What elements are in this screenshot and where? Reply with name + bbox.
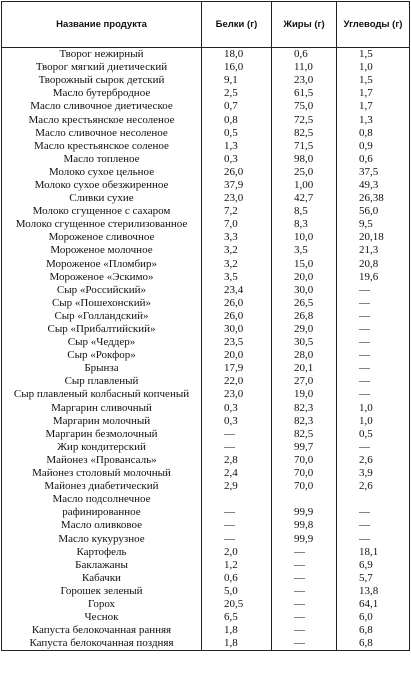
protein-cell: 7,2 [202, 205, 272, 218]
protein-cell: 26,0 [202, 166, 272, 179]
protein-cell: 3,2 [202, 244, 272, 257]
carbs-cell: 0,5 [337, 428, 410, 441]
product-name-cell: Молоко сгущенное стерилизованное [2, 218, 202, 231]
carbs-cell: — [337, 388, 410, 401]
fat-cell: 71,5 [272, 140, 337, 153]
fat-cell: 3,5 [272, 244, 337, 257]
fat-cell: — [272, 546, 337, 559]
table-row [2, 519, 410, 532]
fat-cell: 70,0 [272, 454, 337, 467]
protein-cell: 37,9 [202, 179, 272, 192]
protein-cell: 2,4 [202, 467, 272, 480]
table-row [2, 297, 410, 310]
fat-cell: 19,0 [272, 388, 337, 401]
product-name-cell: рафинированное [2, 506, 202, 519]
fat-cell: 26,5 [272, 297, 337, 310]
protein-cell: 0,3 [202, 402, 272, 415]
table-row [2, 572, 410, 585]
product-name-cell: Творог мягкий диетический [2, 61, 202, 74]
table-row [2, 74, 410, 87]
table-row [2, 493, 410, 506]
fat-cell: 28,0 [272, 349, 337, 362]
carbs-cell: 0,6 [337, 153, 410, 166]
fat-cell: 30,5 [272, 336, 337, 349]
carbs-cell: — [337, 336, 410, 349]
fat-cell: 1,00 [272, 179, 337, 192]
protein-cell: 20,5 [202, 598, 272, 611]
carbs-cell: — [337, 349, 410, 362]
table-header [2, 2, 410, 48]
protein-cell: 7,0 [202, 218, 272, 231]
fat-cell: 75,0 [272, 100, 337, 113]
carbs-cell: 0,9 [337, 140, 410, 153]
carbs-cell: — [337, 532, 410, 545]
fat-cell: 29,0 [272, 323, 337, 336]
fat-cell: 72,5 [272, 113, 337, 126]
protein-cell: 0,3 [202, 153, 272, 166]
protein-cell: — [202, 532, 272, 545]
fat-cell: 8,3 [272, 218, 337, 231]
table-row [2, 506, 410, 519]
header-fat: Жиры (г) [272, 2, 337, 48]
product-name-cell: Маргарин сливочный [2, 402, 202, 415]
fat-cell: 26,8 [272, 310, 337, 323]
fat-cell: 42,7 [272, 192, 337, 205]
protein-cell: 0,7 [202, 100, 272, 113]
protein-cell: 3,3 [202, 231, 272, 244]
carbs-cell: — [337, 323, 410, 336]
fat-cell: — [272, 637, 337, 651]
carbs-cell: 2,6 [337, 480, 410, 493]
carbs-cell: 20,8 [337, 258, 410, 271]
product-name-cell: Брынза [2, 362, 202, 375]
protein-cell: 17,9 [202, 362, 272, 375]
carbs-cell: 13,8 [337, 585, 410, 598]
carbs-cell: — [337, 297, 410, 310]
fat-cell: — [272, 611, 337, 624]
product-name-cell: Картофель [2, 546, 202, 559]
protein-cell: 0,8 [202, 113, 272, 126]
table-row [2, 637, 410, 651]
product-name-cell: Молоко сухое цельное [2, 166, 202, 179]
carbs-cell: 1,0 [337, 402, 410, 415]
protein-cell [202, 493, 272, 506]
carbs-cell: — [337, 506, 410, 519]
table-row [2, 310, 410, 323]
table-row [2, 284, 410, 297]
product-name-cell: Масло оливковое [2, 519, 202, 532]
product-name-cell: Масло крестьянское несоленое [2, 113, 202, 126]
table-row [2, 48, 410, 62]
protein-cell: 2,0 [202, 546, 272, 559]
product-name-cell: Творог нежирный [2, 48, 202, 62]
fat-cell: 99,8 [272, 519, 337, 532]
table-row [2, 467, 410, 480]
table-row [2, 192, 410, 205]
protein-cell: 0,3 [202, 415, 272, 428]
carbs-cell: 37,5 [337, 166, 410, 179]
table-row [2, 166, 410, 179]
fat-cell: 82,5 [272, 428, 337, 441]
fat-cell: — [272, 585, 337, 598]
table-row [2, 454, 410, 467]
table-row [2, 244, 410, 257]
carbs-cell: 3,9 [337, 467, 410, 480]
carbs-cell: 18,1 [337, 546, 410, 559]
table-row [2, 624, 410, 637]
fat-cell: 11,0 [272, 61, 337, 74]
protein-cell: 20,0 [202, 349, 272, 362]
table-row [2, 61, 410, 74]
product-name-cell: Маргарин безмолочный [2, 428, 202, 441]
carbs-cell: — [337, 284, 410, 297]
fat-cell: 0,6 [272, 48, 337, 62]
table-row [2, 559, 410, 572]
product-name-cell: Мороженое молочное [2, 244, 202, 257]
table-row [2, 598, 410, 611]
protein-cell: 16,0 [202, 61, 272, 74]
fat-cell: 20,1 [272, 362, 337, 375]
table-row [2, 205, 410, 218]
product-name-cell: Сыр «Российский» [2, 284, 202, 297]
table-row [2, 546, 410, 559]
fat-cell: 99,9 [272, 532, 337, 545]
carbs-cell: 0,8 [337, 127, 410, 140]
table-row [2, 100, 410, 113]
protein-cell: 30,0 [202, 323, 272, 336]
fat-cell: — [272, 559, 337, 572]
fat-cell: 25,0 [272, 166, 337, 179]
product-name-cell: Сыр «Прибалтийский» [2, 323, 202, 336]
table-row [2, 415, 410, 428]
nutrition-table-page [1, 1, 409, 688]
protein-cell: 23,0 [202, 388, 272, 401]
fat-cell: 99,7 [272, 441, 337, 454]
product-name-cell: Масло сливочное диетическое [2, 100, 202, 113]
table-row [2, 362, 410, 375]
fat-cell: 20,0 [272, 271, 337, 284]
carbs-cell: 1,0 [337, 61, 410, 74]
table-row [2, 140, 410, 153]
product-name-cell: Баклажаны [2, 559, 202, 572]
fat-cell: 82,3 [272, 415, 337, 428]
carbs-cell: 19,6 [337, 271, 410, 284]
protein-cell: 9,1 [202, 74, 272, 87]
carbs-cell: 1,7 [337, 100, 410, 113]
product-name-cell: Масло крестьянское соленое [2, 140, 202, 153]
product-name-cell: Масло бутербродное [2, 87, 202, 100]
carbs-cell: 9,5 [337, 218, 410, 231]
fat-cell: 70,0 [272, 480, 337, 493]
protein-cell: — [202, 441, 272, 454]
header-protein: Белки (г) [202, 2, 272, 48]
header-row [2, 2, 410, 48]
product-name-cell: Чеснок [2, 611, 202, 624]
fat-cell: 15,0 [272, 258, 337, 271]
protein-cell: 1,8 [202, 637, 272, 651]
protein-cell: 2,9 [202, 480, 272, 493]
table-row [2, 585, 410, 598]
protein-cell: 6,5 [202, 611, 272, 624]
product-name-cell: Масло сливочное несоленое [2, 127, 202, 140]
carbs-cell: 1,7 [337, 87, 410, 100]
protein-cell: 5,0 [202, 585, 272, 598]
product-name-cell: Масло топленое [2, 153, 202, 166]
carbs-cell: — [337, 441, 410, 454]
table-row [2, 375, 410, 388]
protein-cell: 26,0 [202, 310, 272, 323]
protein-cell: 18,0 [202, 48, 272, 62]
product-name-cell: Майонез столовый молочный [2, 467, 202, 480]
protein-cell: 1,2 [202, 559, 272, 572]
product-name-cell: Горошек зеленый [2, 585, 202, 598]
fat-cell: — [272, 572, 337, 585]
carbs-cell: 2,6 [337, 454, 410, 467]
protein-cell: 23,4 [202, 284, 272, 297]
protein-cell: — [202, 428, 272, 441]
carbs-cell [337, 493, 410, 506]
carbs-cell: 20,18 [337, 231, 410, 244]
product-name-cell: Майонез «Провансаль» [2, 454, 202, 467]
carbs-cell: 64,1 [337, 598, 410, 611]
product-name-cell: Кабачки [2, 572, 202, 585]
carbs-cell: 6,8 [337, 637, 410, 651]
fat-cell: — [272, 624, 337, 637]
protein-cell: 0,5 [202, 127, 272, 140]
carbs-cell: 1,5 [337, 48, 410, 62]
product-name-cell: Сыр «Рокфор» [2, 349, 202, 362]
carbs-cell: 56,0 [337, 205, 410, 218]
fat-cell [272, 493, 337, 506]
product-name-cell: Жир кондитерский [2, 441, 202, 454]
table-row [2, 87, 410, 100]
carbs-cell: 6,9 [337, 559, 410, 572]
nutrition-table [1, 1, 410, 651]
carbs-cell: 6,0 [337, 611, 410, 624]
table-row [2, 218, 410, 231]
protein-cell: — [202, 519, 272, 532]
product-name-cell: Майонез диабетический [2, 480, 202, 493]
fat-cell: 30,0 [272, 284, 337, 297]
carbs-cell: 5,7 [337, 572, 410, 585]
fat-cell: 10,0 [272, 231, 337, 244]
fat-cell: 82,5 [272, 127, 337, 140]
table-row [2, 428, 410, 441]
fat-cell: 70,0 [272, 467, 337, 480]
table-row [2, 258, 410, 271]
fat-cell: 82,3 [272, 402, 337, 415]
table-row [2, 271, 410, 284]
table-row [2, 113, 410, 126]
product-name-cell: Сыр «Пошехонский» [2, 297, 202, 310]
product-name-cell: Мороженое сливочное [2, 231, 202, 244]
carbs-cell: 49,3 [337, 179, 410, 192]
carbs-cell: 1,0 [337, 415, 410, 428]
product-name-cell: Масло подсолнечное [2, 493, 202, 506]
table-row [2, 441, 410, 454]
fat-cell: 61,5 [272, 87, 337, 100]
table-row [2, 179, 410, 192]
protein-cell: 1,8 [202, 624, 272, 637]
protein-cell: 22,0 [202, 375, 272, 388]
table-row [2, 611, 410, 624]
protein-cell: 3,2 [202, 258, 272, 271]
table-row [2, 480, 410, 493]
protein-cell: 1,3 [202, 140, 272, 153]
product-name-cell: Сыр плавленый колбасный копченый [2, 388, 202, 401]
carbs-cell: 26,38 [337, 192, 410, 205]
product-name-cell: Сыр «Чеддер» [2, 336, 202, 349]
protein-cell: 23,0 [202, 192, 272, 205]
protein-cell: 2,5 [202, 87, 272, 100]
product-name-cell: Мороженое «Эскимо» [2, 271, 202, 284]
table-row [2, 231, 410, 244]
product-name-cell: Капуста белокочанная поздняя [2, 637, 202, 651]
table-body [2, 48, 410, 651]
product-name-cell: Маргарин молочный [2, 415, 202, 428]
protein-cell: 2,8 [202, 454, 272, 467]
product-name-cell: Мороженое «Пломбир» [2, 258, 202, 271]
fat-cell: — [272, 598, 337, 611]
fat-cell: 27,0 [272, 375, 337, 388]
product-name-cell: Сливки сухие [2, 192, 202, 205]
carbs-cell: 6,8 [337, 624, 410, 637]
protein-cell: 0,6 [202, 572, 272, 585]
fat-cell: 8,5 [272, 205, 337, 218]
carbs-cell: 1,3 [337, 113, 410, 126]
table-row [2, 349, 410, 362]
table-row [2, 127, 410, 140]
carbs-cell: — [337, 310, 410, 323]
product-name-cell: Молоко сгущенное с сахаром [2, 205, 202, 218]
protein-cell: — [202, 506, 272, 519]
fat-cell: 23,0 [272, 74, 337, 87]
fat-cell: 98,0 [272, 153, 337, 166]
product-name-cell: Сыр «Голландский» [2, 310, 202, 323]
table-row [2, 388, 410, 401]
product-name-cell: Капуста белокочанная ранняя [2, 624, 202, 637]
table-row [2, 153, 410, 166]
product-name-cell: Горох [2, 598, 202, 611]
fat-cell: 99,9 [272, 506, 337, 519]
carbs-cell: 1,5 [337, 74, 410, 87]
protein-cell: 3,5 [202, 271, 272, 284]
header-product-name: Название продукта [2, 2, 202, 48]
carbs-cell: — [337, 362, 410, 375]
table-row [2, 336, 410, 349]
protein-cell: 23,5 [202, 336, 272, 349]
product-name-cell: Молоко сухое обезжиренное [2, 179, 202, 192]
carbs-cell: — [337, 375, 410, 388]
product-name-cell: Творожный сырок детский [2, 74, 202, 87]
product-name-cell: Сыр плавленый [2, 375, 202, 388]
carbs-cell: 21,3 [337, 244, 410, 257]
table-row [2, 402, 410, 415]
product-name-cell: Масло кукурузное [2, 532, 202, 545]
protein-cell: 26,0 [202, 297, 272, 310]
table-row [2, 532, 410, 545]
header-carbs: Углеводы (г) [337, 2, 410, 48]
table-row [2, 323, 410, 336]
carbs-cell: — [337, 519, 410, 532]
